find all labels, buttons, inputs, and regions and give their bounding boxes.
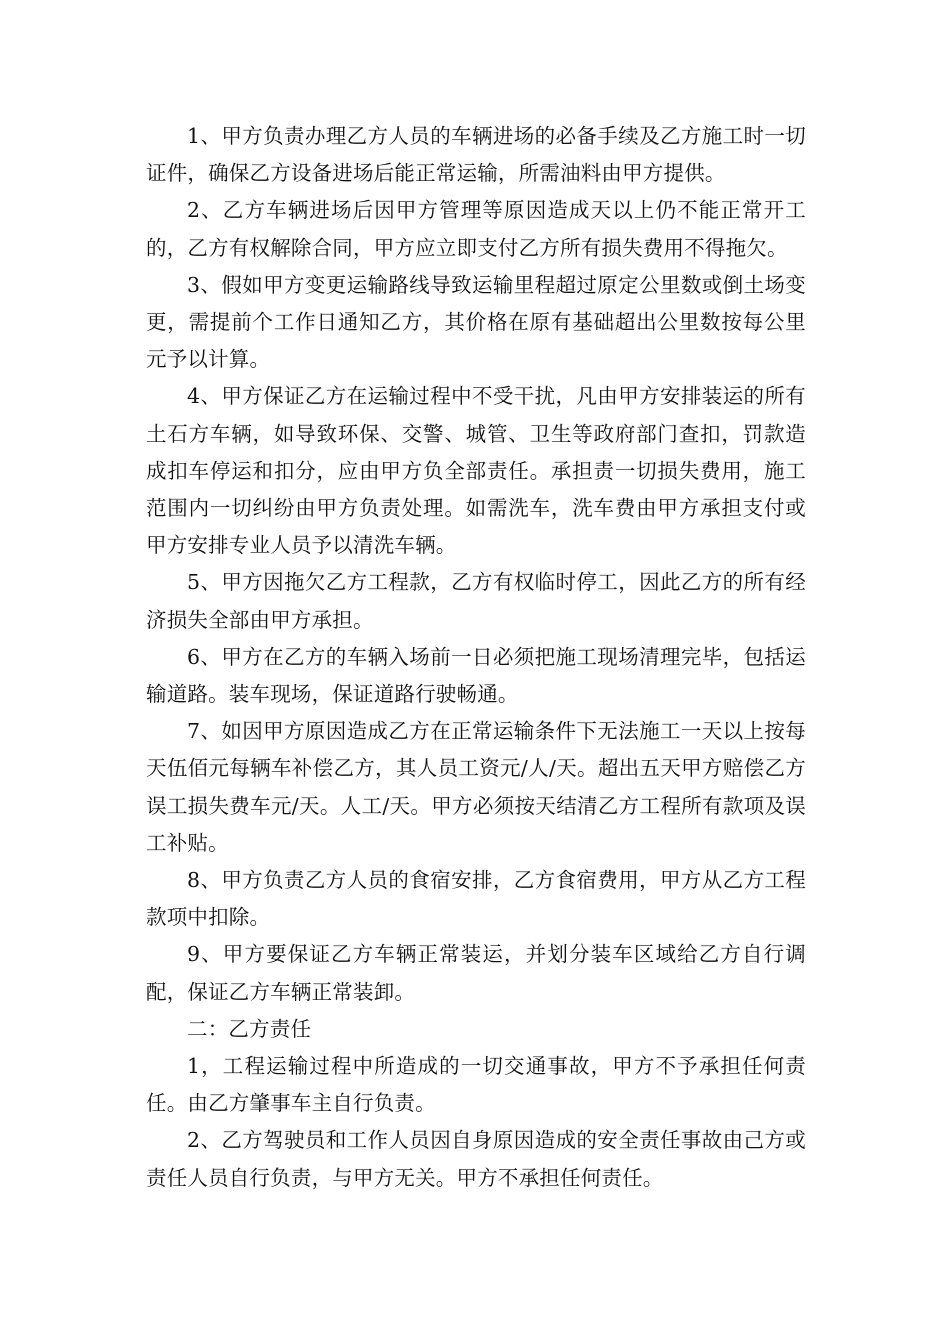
paragraph-5: 5、甲方因拖欠乙方工程款，乙方有权临时停工，因此乙方的所有经济损失全部由甲方承担。 [146,570,806,632]
paragraph-7: 7、如因甲方原因造成乙方在正常运输条件下无法施工一天以上按每天伍佰元每辆车补偿乙方，其人员工资元/人/天。超出五天甲方赔偿乙方误工损失费车元/天。人工/天。甲方必须按天结清乙方工程所有款项及误工补贴。 [146,719,806,855]
section-heading-party-b-responsibility: 二：乙方责任 [187,1016,312,1041]
document-body [146,118,806,1197]
paragraph-2: 2、乙方车辆进场后因甲方管理等原因造成天以上仍不能正常开工的，乙方有权解除合同，甲方应立即支付乙方所有损失费用不得拖欠。 [146,198,806,260]
paragraph-8: 8、甲方负责乙方人员的食宿安排，乙方食宿费用，甲方从乙方工程款项中扣除。 [146,868,806,930]
paragraph-b2: 2、乙方驾驶员和工作人员因自身原因造成的安全责任事故由己方或责任人员自行负责，与甲方无关。甲方不承担任何责任。 [146,1128,806,1190]
paragraph-1: 1、甲方负责办理乙方人员的车辆进场的必备手续及乙方施工时一切证件，确保乙方设备进场后能正常运输，所需油料由甲方提供。 [146,124,806,186]
paragraph-3: 3、假如甲方变更运输路线导致运输里程超过原定公里数或倒土场变更，需提前个工作日通知乙方，其价格在原有基础超出公里数按每公里元予以计算。 [146,272,806,372]
paragraph-9: 9、甲方要保证乙方车辆正常装运，并划分装车区域给乙方自行调配，保证乙方车辆正常装卸。 [146,942,806,1004]
paragraph-4: 4、甲方保证乙方在运输过程中不受干扰，凡由甲方安排装运的所有土石方车辆，如导致环保、交警、城管、卫生等政府部门查扣，罚款造成扣车停运和扣分，应由甲方负全部责任。承担责一切损失费用，施工范围内一切纠纷由甲方负责处理。如需洗车，洗车费由甲方承担支付或甲方安排专业人员予以清洗车辆。 [146,384,806,558]
paragraph-6: 6、甲方在乙方的车辆入场前一日必须把施工现场清理完毕，包括运输道路。装车现场，保证道路行驶畅通。 [146,644,806,707]
paragraph-b1: 1，工程运输过程中所造成的一切交通事故，甲方不予承担任何责任。由乙方肇事车主自行负责。 [146,1054,806,1116]
